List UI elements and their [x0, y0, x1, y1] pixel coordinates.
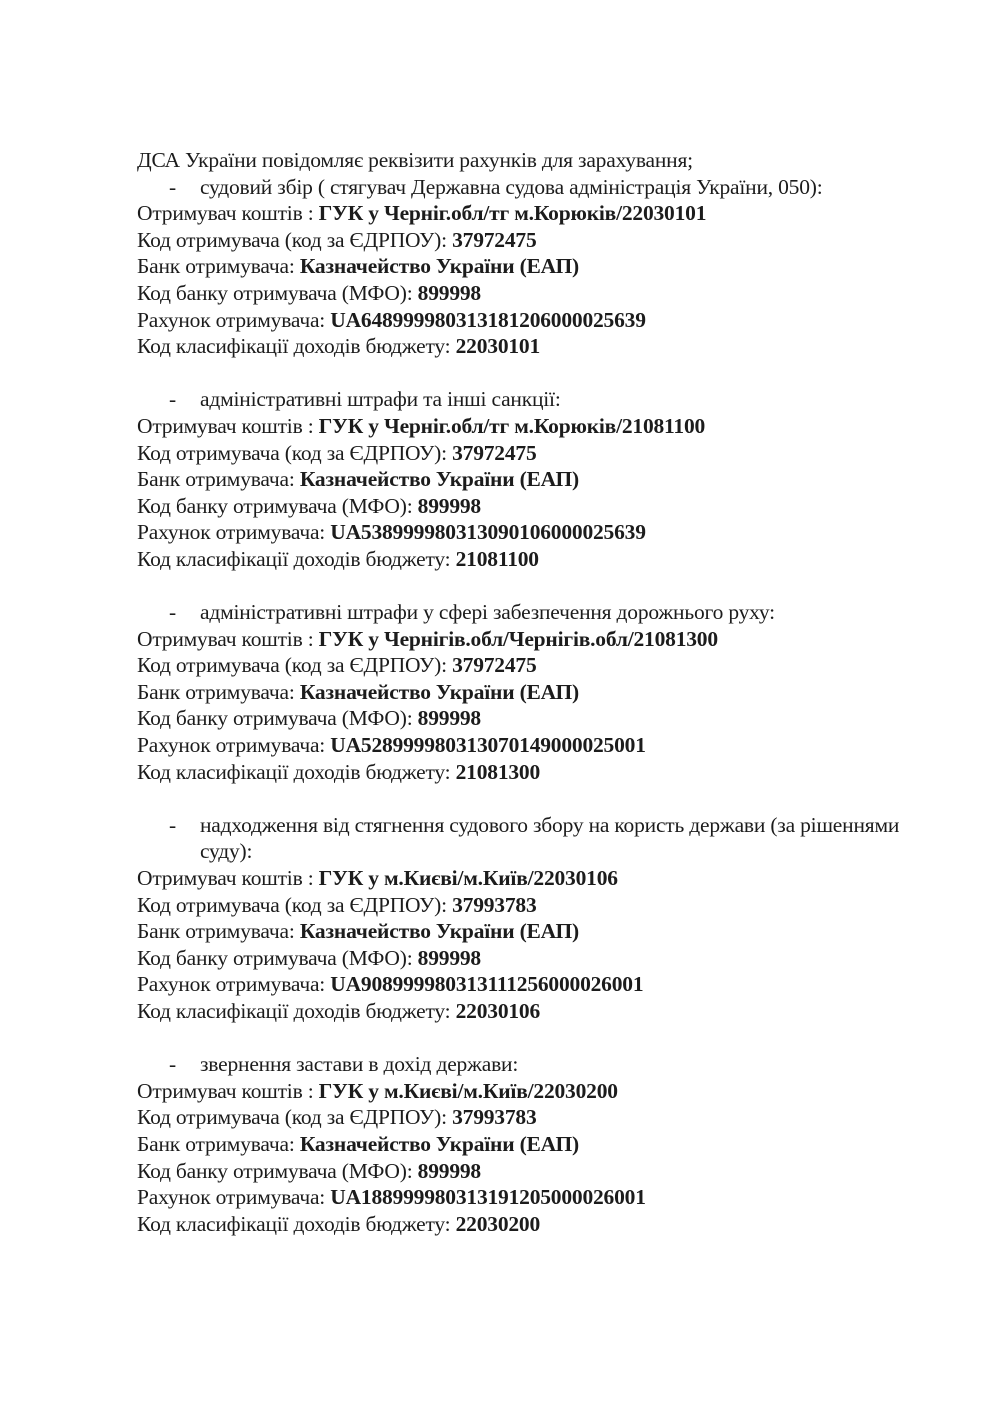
field-value-mfo: 899998 — [417, 493, 481, 518]
payment-section — [137, 174, 917, 360]
field-value-recipient: ГУК у Черніг.обл/тг м.Корюків/21081100 — [318, 413, 706, 438]
field-mfo — [137, 493, 917, 520]
field-mfo — [137, 280, 917, 307]
field-bank — [137, 918, 917, 945]
payment-section — [137, 599, 917, 785]
section-title — [137, 599, 917, 626]
field-label: Код банку отримувача (МФО): — [137, 493, 418, 518]
field-label: Отримувач коштів : — [137, 866, 319, 891]
field-label: Код класифікації доходів бюджету: — [137, 546, 456, 571]
field-label: Банк отримувача: — [137, 919, 300, 944]
field-label: Код банку отримувача (МФО): — [137, 1158, 418, 1183]
field-edrpou — [137, 892, 917, 919]
field-value-edrpou: 37972475 — [452, 227, 537, 252]
field-value-edrpou: 37972475 — [452, 440, 537, 465]
sections-list — [137, 174, 917, 1238]
field-value-edrpou: 37993783 — [452, 892, 537, 917]
field-label: Код отримувача (код за ЄДРПОУ): — [137, 440, 453, 465]
field-value-recipient: ГУК у м.Києві/м.Київ/22030106 — [318, 866, 618, 891]
section-title-text: звернення застави в дохід держави: — [200, 1052, 519, 1077]
field-value-budget-code: 22030101 — [455, 334, 541, 359]
intro-text: ДСА України повідомляє реквізити рахунків для зарахування; — [137, 148, 693, 172]
field-budget-code — [137, 1211, 917, 1238]
field-label: Код банку отримувача (МФО): — [137, 945, 418, 970]
field-budget-code — [137, 998, 917, 1025]
document-page — [137, 147, 917, 1264]
field-value-recipient: ГУК у м.Києві/м.Київ/22030200 — [318, 1078, 618, 1103]
bullet-dash: - — [169, 174, 176, 199]
field-account — [137, 971, 917, 998]
field-value-budget-code: 22030200 — [455, 1211, 541, 1236]
field-label: Отримувач коштів : — [137, 626, 319, 651]
field-label: Код класифікації доходів бюджету: — [137, 1211, 456, 1236]
section-title-text: надходження від стягнення судового збору на користь держави (за рішеннями суду): — [200, 812, 900, 864]
field-mfo — [137, 1158, 917, 1185]
bullet-dash: - — [169, 1052, 176, 1077]
field-value-mfo: 899998 — [417, 706, 481, 731]
field-value-recipient: ГУК у Черніг.обл/тг м.Корюків/22030101 — [318, 201, 707, 226]
field-label: Код класифікації доходів бюджету: — [137, 334, 456, 359]
field-edrpou — [137, 440, 917, 467]
field-label: Рахунок отримувача: — [137, 307, 331, 332]
field-label: Код отримувача (код за ЄДРПОУ): — [137, 653, 453, 678]
field-value-edrpou: 37972475 — [452, 653, 537, 678]
section-title — [137, 174, 917, 201]
field-label: Отримувач коштів : — [137, 413, 319, 438]
field-value-account: UA538999980313090106000025639 — [330, 520, 646, 545]
field-value-account: UA188999980313191205000026001 — [330, 1185, 646, 1210]
bullet-dash: - — [169, 600, 176, 625]
field-recipient — [137, 1078, 917, 1105]
field-recipient — [137, 865, 917, 892]
field-label: Код класифікації доходів бюджету: — [137, 999, 456, 1023]
field-edrpou — [137, 1104, 917, 1131]
field-bank — [137, 253, 917, 280]
field-label: Банк отримувача: — [137, 467, 300, 492]
field-value-mfo: 899998 — [417, 1158, 481, 1183]
section-title-text: адміністративні штрафи у сфері забезпечення дорожнього руху: — [200, 600, 775, 625]
section-title — [137, 1051, 917, 1078]
field-recipient — [137, 626, 917, 653]
field-value-budget-code: 21081300 — [455, 759, 541, 784]
field-account — [137, 732, 917, 759]
payment-section — [137, 386, 917, 572]
field-value-bank: Казначейство України (ЕАП) — [299, 467, 579, 492]
field-recipient — [137, 200, 917, 227]
field-label: Рахунок отримувача: — [137, 972, 331, 997]
field-value-mfo: 899998 — [417, 945, 481, 970]
field-bank — [137, 1131, 917, 1158]
field-value-account: UA528999980313070149000025001 — [330, 733, 646, 758]
field-value-recipient: ГУК у Чернігів.обл/Чернігів.обл/21081300 — [318, 626, 718, 651]
field-label: Банк отримувача: — [137, 1131, 300, 1156]
field-value-budget-code: 21081100 — [455, 546, 539, 571]
field-label: Банк отримувача: — [137, 679, 300, 704]
field-value-account: UA648999980313181206000025639 — [330, 307, 646, 332]
field-value-bank: Казначейство України (ЕАП) — [299, 1131, 579, 1156]
section-title — [137, 386, 917, 413]
field-label: Отримувач коштів : — [137, 201, 319, 226]
field-account — [137, 519, 917, 546]
field-label: Рахунок отримувача: — [137, 733, 331, 758]
section-title-text: адміністративні штрафи та інші санкції: — [200, 387, 561, 412]
field-value-edrpou: 37993783 — [452, 1105, 537, 1130]
field-label: Отримувач коштів : — [137, 1078, 319, 1103]
field-label: Банк отримувача: — [137, 254, 300, 279]
field-bank — [137, 466, 917, 493]
bullet-dash: - — [169, 812, 176, 837]
payment-section — [137, 812, 917, 1025]
field-label: Код банку отримувача (МФО): — [137, 706, 418, 731]
field-value-mfo: 899998 — [417, 280, 481, 305]
field-label: Рахунок отримувача: — [137, 1185, 331, 1210]
field-label: Код класифікації доходів бюджету: — [137, 759, 456, 784]
field-label: Код отримувача (код за ЄДРПОУ): — [137, 892, 453, 917]
field-value-budget-code: 22030106 — [455, 999, 541, 1023]
field-recipient — [137, 413, 917, 440]
field-account — [137, 307, 917, 334]
field-label: Код банку отримувача (МФО): — [137, 280, 418, 305]
field-edrpou — [137, 652, 917, 679]
field-value-bank: Казначейство України (ЕАП) — [299, 679, 579, 704]
field-account — [137, 1184, 917, 1211]
field-label: Код отримувача (код за ЄДРПОУ): — [137, 1105, 453, 1130]
field-label: Рахунок отримувача: — [137, 520, 331, 545]
field-edrpou — [137, 227, 917, 254]
field-mfo — [137, 945, 917, 972]
field-mfo — [137, 705, 917, 732]
field-value-bank: Казначейство України (ЕАП) — [299, 254, 579, 279]
field-budget-code — [137, 759, 917, 786]
section-title-text: судовий збір ( стягувач Державна судова адміністрація України, 050): — [200, 174, 823, 199]
payment-section — [137, 1051, 917, 1237]
field-value-account: UA908999980313111256000026001 — [330, 972, 644, 997]
section-title — [137, 812, 917, 865]
field-value-bank: Казначейство України (ЕАП) — [299, 919, 579, 944]
field-label: Код отримувача (код за ЄДРПОУ): — [137, 227, 453, 252]
bullet-dash: - — [169, 387, 176, 412]
field-bank — [137, 679, 917, 706]
field-budget-code — [137, 546, 917, 573]
field-budget-code — [137, 333, 917, 360]
